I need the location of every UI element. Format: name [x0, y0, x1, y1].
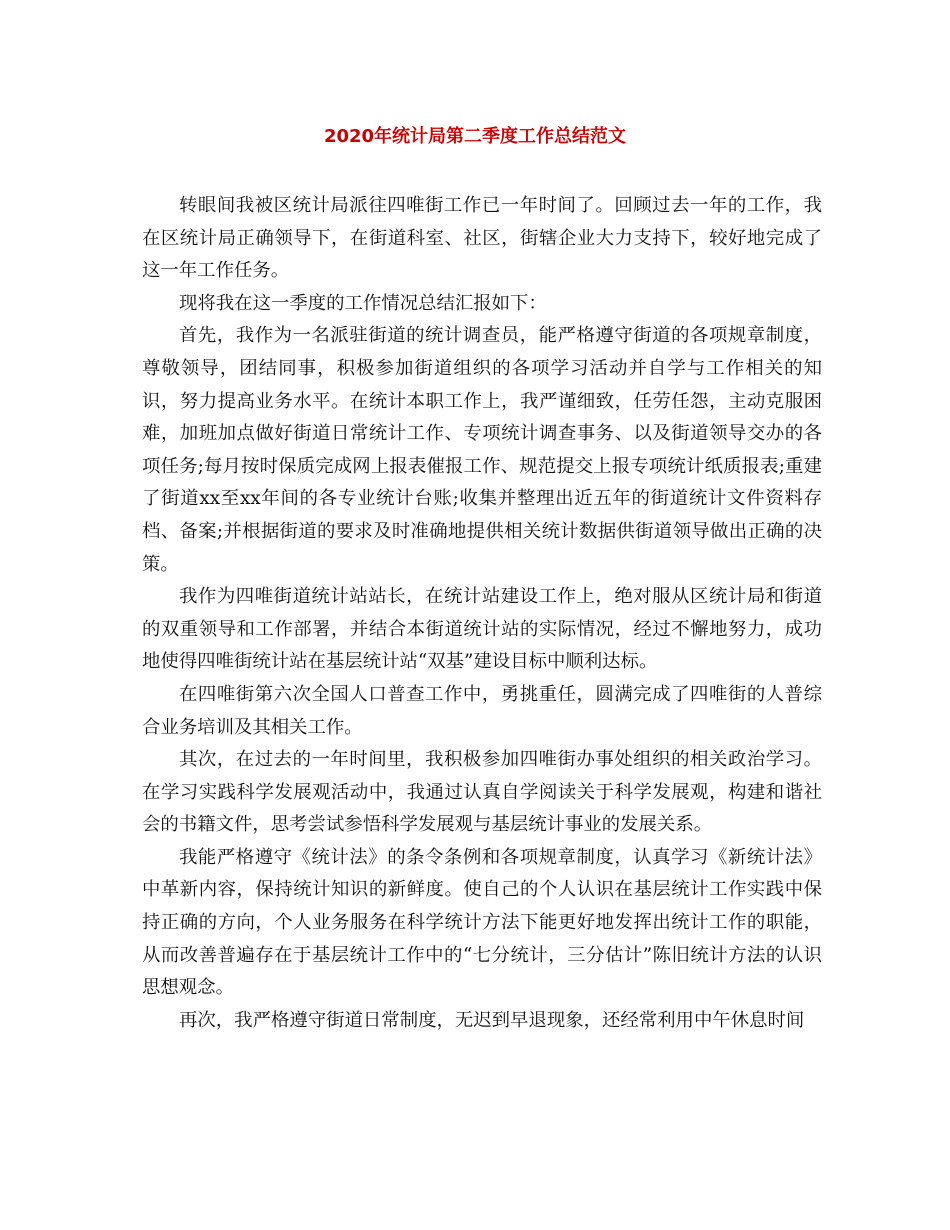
document-title: 2020年统计局第二季度工作总结范文 [323, 126, 627, 147]
paragraph-statistics-law: 我能严格遵守《统计法》的条令条例和各项规章制度，认真学习《新统计法》中革新内容，保持统计知识的新鲜度。使自己的个人认识在基层统计工作实践中保持正确的方向，个人业务服务在科学统计方法下能更好地发挥出统计工作的职能，从而改善普遍存在于基层统计工作中的“七分统计，三分估计”陈旧统计方法的认识思想观念。 [142, 846, 822, 999]
paragraph-second: 其次，在过去的一年时间里，我积极参加四唯街办事处组织的相关政治学习。在学习实践科学发展观活动中，我通过认真自学阅读关于科学发展观，构建和谐社会的书籍文件，思考尝试参悟科学发展观与基层统计事业的发展关系。 [142, 749, 822, 836]
paragraph-station-head: 我作为四唯街道统计站站长，在统计站建设工作上，绝对服从区统计局和街道的双重领导和工作部署，并结合本街道统计站的实际情况，经过不懈地努力，成功地使得四唯街统计站在基层统计站“双基”建设目标中顺利达标。 [142, 586, 822, 673]
document-body [142, 190, 822, 1037]
paragraph-first: 首先，我作为一名派驻街道的统计调查员，能严格遵守街道的各项规章制度，尊敬领导，团结同事，积极参加街道组织的各项学习活动并自学与工作相关的知识，努力提高业务水平。在统计本职工作上，我严谨细致，任劳任怨，主动克服困难，加班加点做好街道日常统计工作、专项统计调查事务、以及街道领导交办的各项任务;每月按时保质完成网上报表催报工作、规范提交上报专项统计纸质报表;重建了街道xx至xx年间的各专业统计台账;收集并整理出近五年的街道统计文件资料存档、备案;并根据街道的要求及时准确地提供相关统计数据供街道领导做出正确的决策。 [142, 325, 822, 575]
paragraph-census: 在四唯街第六次全国人口普查工作中，勇挑重任，圆满完成了四唯街的人普综合业务培训及其相关工作。 [142, 683, 822, 738]
paragraph-report-lead: 现将我在这一季度的工作情况总结汇报如下： [179, 292, 547, 314]
paragraph-third: 再次，我严格遵守街道日常制度，无迟到早退现象，还经常利用中午休息时间 [179, 1009, 805, 1031]
paragraph-intro: 转眼间我被区统计局派往四唯街工作已一年时间了。回顾过去一年的工作，我在区统计局正确领导下，在街道科室、社区，街辖企业大力支持下，较好地完成了这一年工作任务。 [142, 195, 822, 282]
